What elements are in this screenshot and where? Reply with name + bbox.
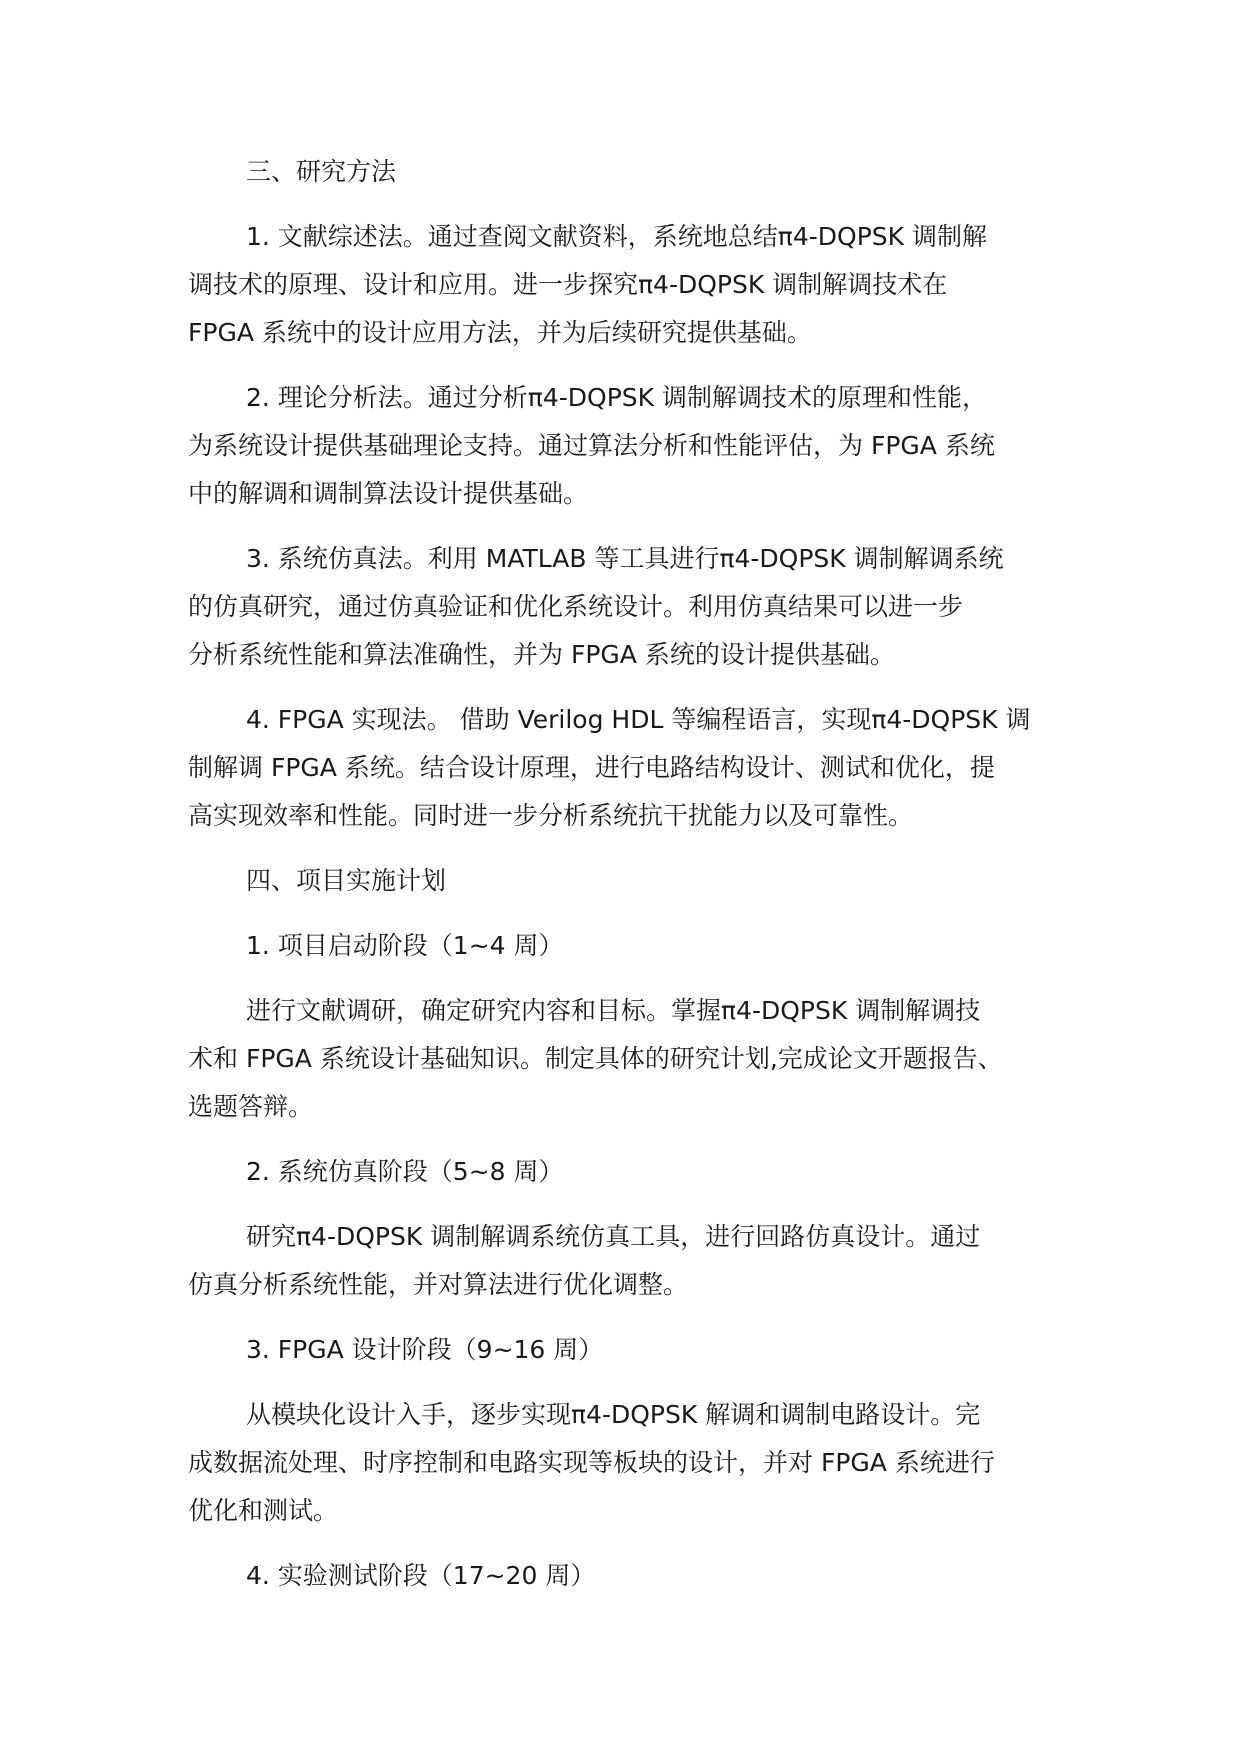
paragraph-line: 1. 文献综述法。通过查阅文献资料，系统地总结π4-DQPSK 调制解: [246, 222, 987, 251]
paragraph-line: 优化和测试。: [188, 1496, 339, 1525]
section-heading-research-methods: 三、研究方法: [246, 157, 397, 186]
paragraph-line: 中的解调和调制算法设计提供基础。: [188, 479, 589, 508]
method-paragraph-system-simulation: [188, 535, 1068, 679]
section-heading-implementation-plan: 四、项目实施计划: [246, 866, 447, 895]
paragraph-line: 3. 系统仿真法。利用 MATLAB 等工具进行π4-DQPSK 调制解调系统: [246, 544, 1004, 573]
paragraph-line: 从模块化设计入手，逐步实现π4-DQPSK 解调和调制电路设计。完: [246, 1400, 981, 1429]
paragraph-line: 研究π4-DQPSK 调制解调系统仿真工具，进行回路仿真设计。通过: [246, 1222, 981, 1251]
phase-title-fpga-design: 3. FPGA 设计阶段（9~16 周）: [246, 1335, 604, 1364]
paragraph-line: 为系统设计提供基础理论支持。通过算法分析和性能评估，为 FPGA 系统: [188, 431, 995, 460]
phase-paragraph-project-start: [188, 987, 1068, 1131]
phase-title-experiment-testing: 4. 实验测试阶段（17~20 周）: [246, 1561, 596, 1590]
paragraph-line: 制解调 FPGA 系统。结合设计原理，进行电路结构设计、测试和优化，提: [188, 753, 995, 782]
phase-paragraph-system-simulation: [188, 1213, 1068, 1309]
paragraph-line: 4. FPGA 实现法。 借助 Verilog HDL 等编程语言，实现π4-DQPSK 调: [246, 705, 1031, 734]
paragraph-line: 高实现效率和性能。同时进一步分析系统抗干扰能力以及可靠性。: [188, 801, 914, 830]
paragraph-line: 成数据流处理、时序控制和电路实现等板块的设计，并对 FPGA 系统进行: [188, 1448, 995, 1477]
method-paragraph-theoretical-analysis: [188, 374, 1068, 518]
paragraph-line: 调技术的原理、设计和应用。进一步探究π4-DQPSK 调制解调技术在: [188, 270, 948, 299]
paragraph-line: 分析系统性能和算法准确性，并为 FPGA 系统的设计提供基础。: [188, 640, 895, 669]
paragraph-line: 选题答辩。: [188, 1092, 314, 1121]
paragraph-line: 进行文献调研，确定研究内容和目标。掌握π4-DQPSK 调制解调技: [246, 996, 981, 1025]
document-body: [188, 148, 1068, 1617]
method-paragraph-literature-review: [188, 213, 1068, 357]
paragraph-line: 的仿真研究，通过仿真验证和优化系统设计。利用仿真结果可以进一步: [188, 592, 964, 621]
phase-paragraph-fpga-design: [188, 1391, 1068, 1535]
phase-title-system-simulation: 2. 系统仿真阶段（5~8 周）: [246, 1157, 564, 1186]
paragraph-line: 仿真分析系统性能，并对算法进行优化调整。: [188, 1270, 689, 1299]
paragraph-line: FPGA 系统中的设计应用方法，并为后续研究提供基础。: [188, 318, 812, 347]
method-paragraph-fpga-implementation: [188, 696, 1068, 840]
paragraph-line: 术和 FPGA 系统设计基础知识。制定具体的研究计划,完成论文开题报告、: [188, 1044, 1003, 1073]
paragraph-line: 2. 理论分析法。通过分析π4-DQPSK 调制解调技术的原理和性能，: [246, 383, 987, 412]
phase-title-project-start: 1. 项目启动阶段（1~4 周）: [246, 931, 564, 960]
